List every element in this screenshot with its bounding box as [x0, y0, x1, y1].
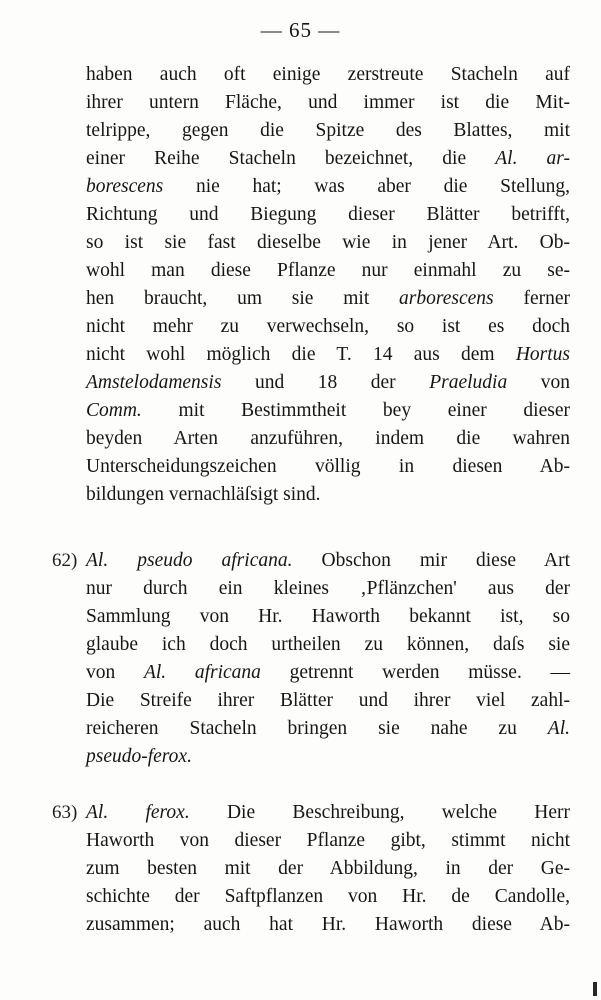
italic-run: arborescens [399, 288, 494, 309]
italic-run: pseudo-ferox. [86, 746, 192, 767]
italic-run: Amstelodamensis [86, 372, 222, 393]
text-run: und 18 der [221, 372, 430, 393]
text-run: reicheren Stacheln bringen sie nahe zu [86, 718, 548, 739]
text-run: ihrer untern Fläche, und immer ist die Mit- [86, 92, 570, 113]
text-run: hen braucht, um sie mit [86, 288, 400, 309]
text-run: nur durch ein kleines ‚Pflänzchen' aus der [86, 578, 570, 599]
text-line [86, 744, 570, 770]
text-run: Die Beschreibung, welche Herr [189, 802, 570, 823]
text-line [86, 258, 570, 284]
text-line [86, 146, 570, 172]
text-line [86, 576, 570, 602]
text-line [86, 548, 570, 574]
italic-run: Al. africana [143, 662, 261, 683]
text-run: nicht mehr zu verwechseln, so ist es doch [86, 316, 570, 337]
text-run: haben auch oft einige zerstreute Stacheln auf [86, 64, 570, 85]
italic-run: Praeludia [429, 372, 508, 393]
italic-run: Al. [547, 718, 570, 739]
text-line [86, 62, 570, 88]
text-run: glaube ich doch urtheilen zu können, daſs sie [86, 634, 570, 655]
text-line [86, 370, 570, 396]
text-line [86, 856, 570, 882]
paragraph-continuation [86, 62, 571, 505]
italic-run: Comm. [86, 400, 142, 421]
text-line [86, 398, 570, 424]
text-run: ferner [493, 288, 570, 309]
text-run: bildungen vernachläſsigt sind. [86, 484, 321, 505]
text-run: einer Reihe Stacheln bezeichnet, die [86, 148, 496, 169]
text-run: Haworth von dieser Pflanze gibt, stimmt nicht [86, 830, 570, 851]
text-run: wohl man diese Pflanze nur einmahl zu se- [86, 260, 570, 281]
text-line [86, 716, 570, 742]
text-run: Unterscheidungszeichen völlig in diesen Ab- [86, 456, 570, 477]
italic-run: Al. ferox. [86, 802, 190, 823]
text-run: von [507, 372, 571, 393]
italic-run: Al. pseudo africana. [86, 550, 293, 571]
text-run: nie hat; was aber die Stellung, [163, 176, 570, 197]
entry-63 [86, 800, 570, 960]
text-line [86, 912, 570, 938]
page-number: — 65 — [260, 18, 341, 42]
text-run: nicht wohl möglich die T. 14 aus dem [86, 344, 516, 365]
text-line [86, 286, 570, 312]
italic-run: borescens [86, 176, 164, 197]
text-line [86, 454, 570, 480]
italic-run: Hortus [515, 344, 570, 365]
page-edge-mark [593, 982, 597, 996]
text-run: Obschon mir diese Art [292, 550, 571, 571]
text-line [86, 202, 570, 228]
italic-run: Al. ar- [495, 148, 570, 169]
text-line [86, 174, 570, 200]
entry-number: 62) [52, 550, 78, 571]
text-line [86, 660, 570, 686]
text-run: Die Streife ihrer Blätter und ihrer viel zahl- [86, 690, 570, 711]
text-run: schichte der Saftpflanzen von Hr. de Candolle, [86, 886, 570, 907]
text-line [86, 482, 570, 508]
text-run: von [86, 662, 144, 683]
text-line [86, 828, 570, 854]
text-line [86, 230, 570, 256]
text-run: telrippe, gegen die Spitze des Blattes, mit [86, 120, 570, 141]
text-line [86, 90, 570, 116]
text-run: zusammen; auch hat Hr. Haworth diese Ab- [86, 914, 570, 935]
text-line [86, 314, 570, 340]
text-run: mit Bestimmtheit bey einer dieser [141, 400, 570, 421]
entry-62 [86, 548, 570, 768]
text-run: beyden Arten anzuführen, indem die wahren [86, 428, 570, 449]
text-line [86, 632, 570, 658]
text-run: Richtung und Biegung dieser Blätter betrifft, [86, 204, 570, 225]
text-line [86, 342, 570, 368]
entry-number: 63) [52, 802, 78, 823]
text-line [86, 688, 570, 714]
text-run: Sammlung von Hr. Haworth bekannt ist, so [86, 606, 570, 627]
text-line [86, 426, 570, 452]
text-run: zum besten mit der Abbildung, in der Ge- [86, 858, 570, 879]
text-line [86, 604, 570, 630]
text-line [86, 884, 570, 910]
text-line [86, 800, 570, 826]
text-run: so ist sie fast dieselbe wie in jener Art. Ob- [86, 232, 570, 253]
text-line [86, 118, 570, 144]
text-run: getrennt werden müsse. — [260, 662, 571, 683]
